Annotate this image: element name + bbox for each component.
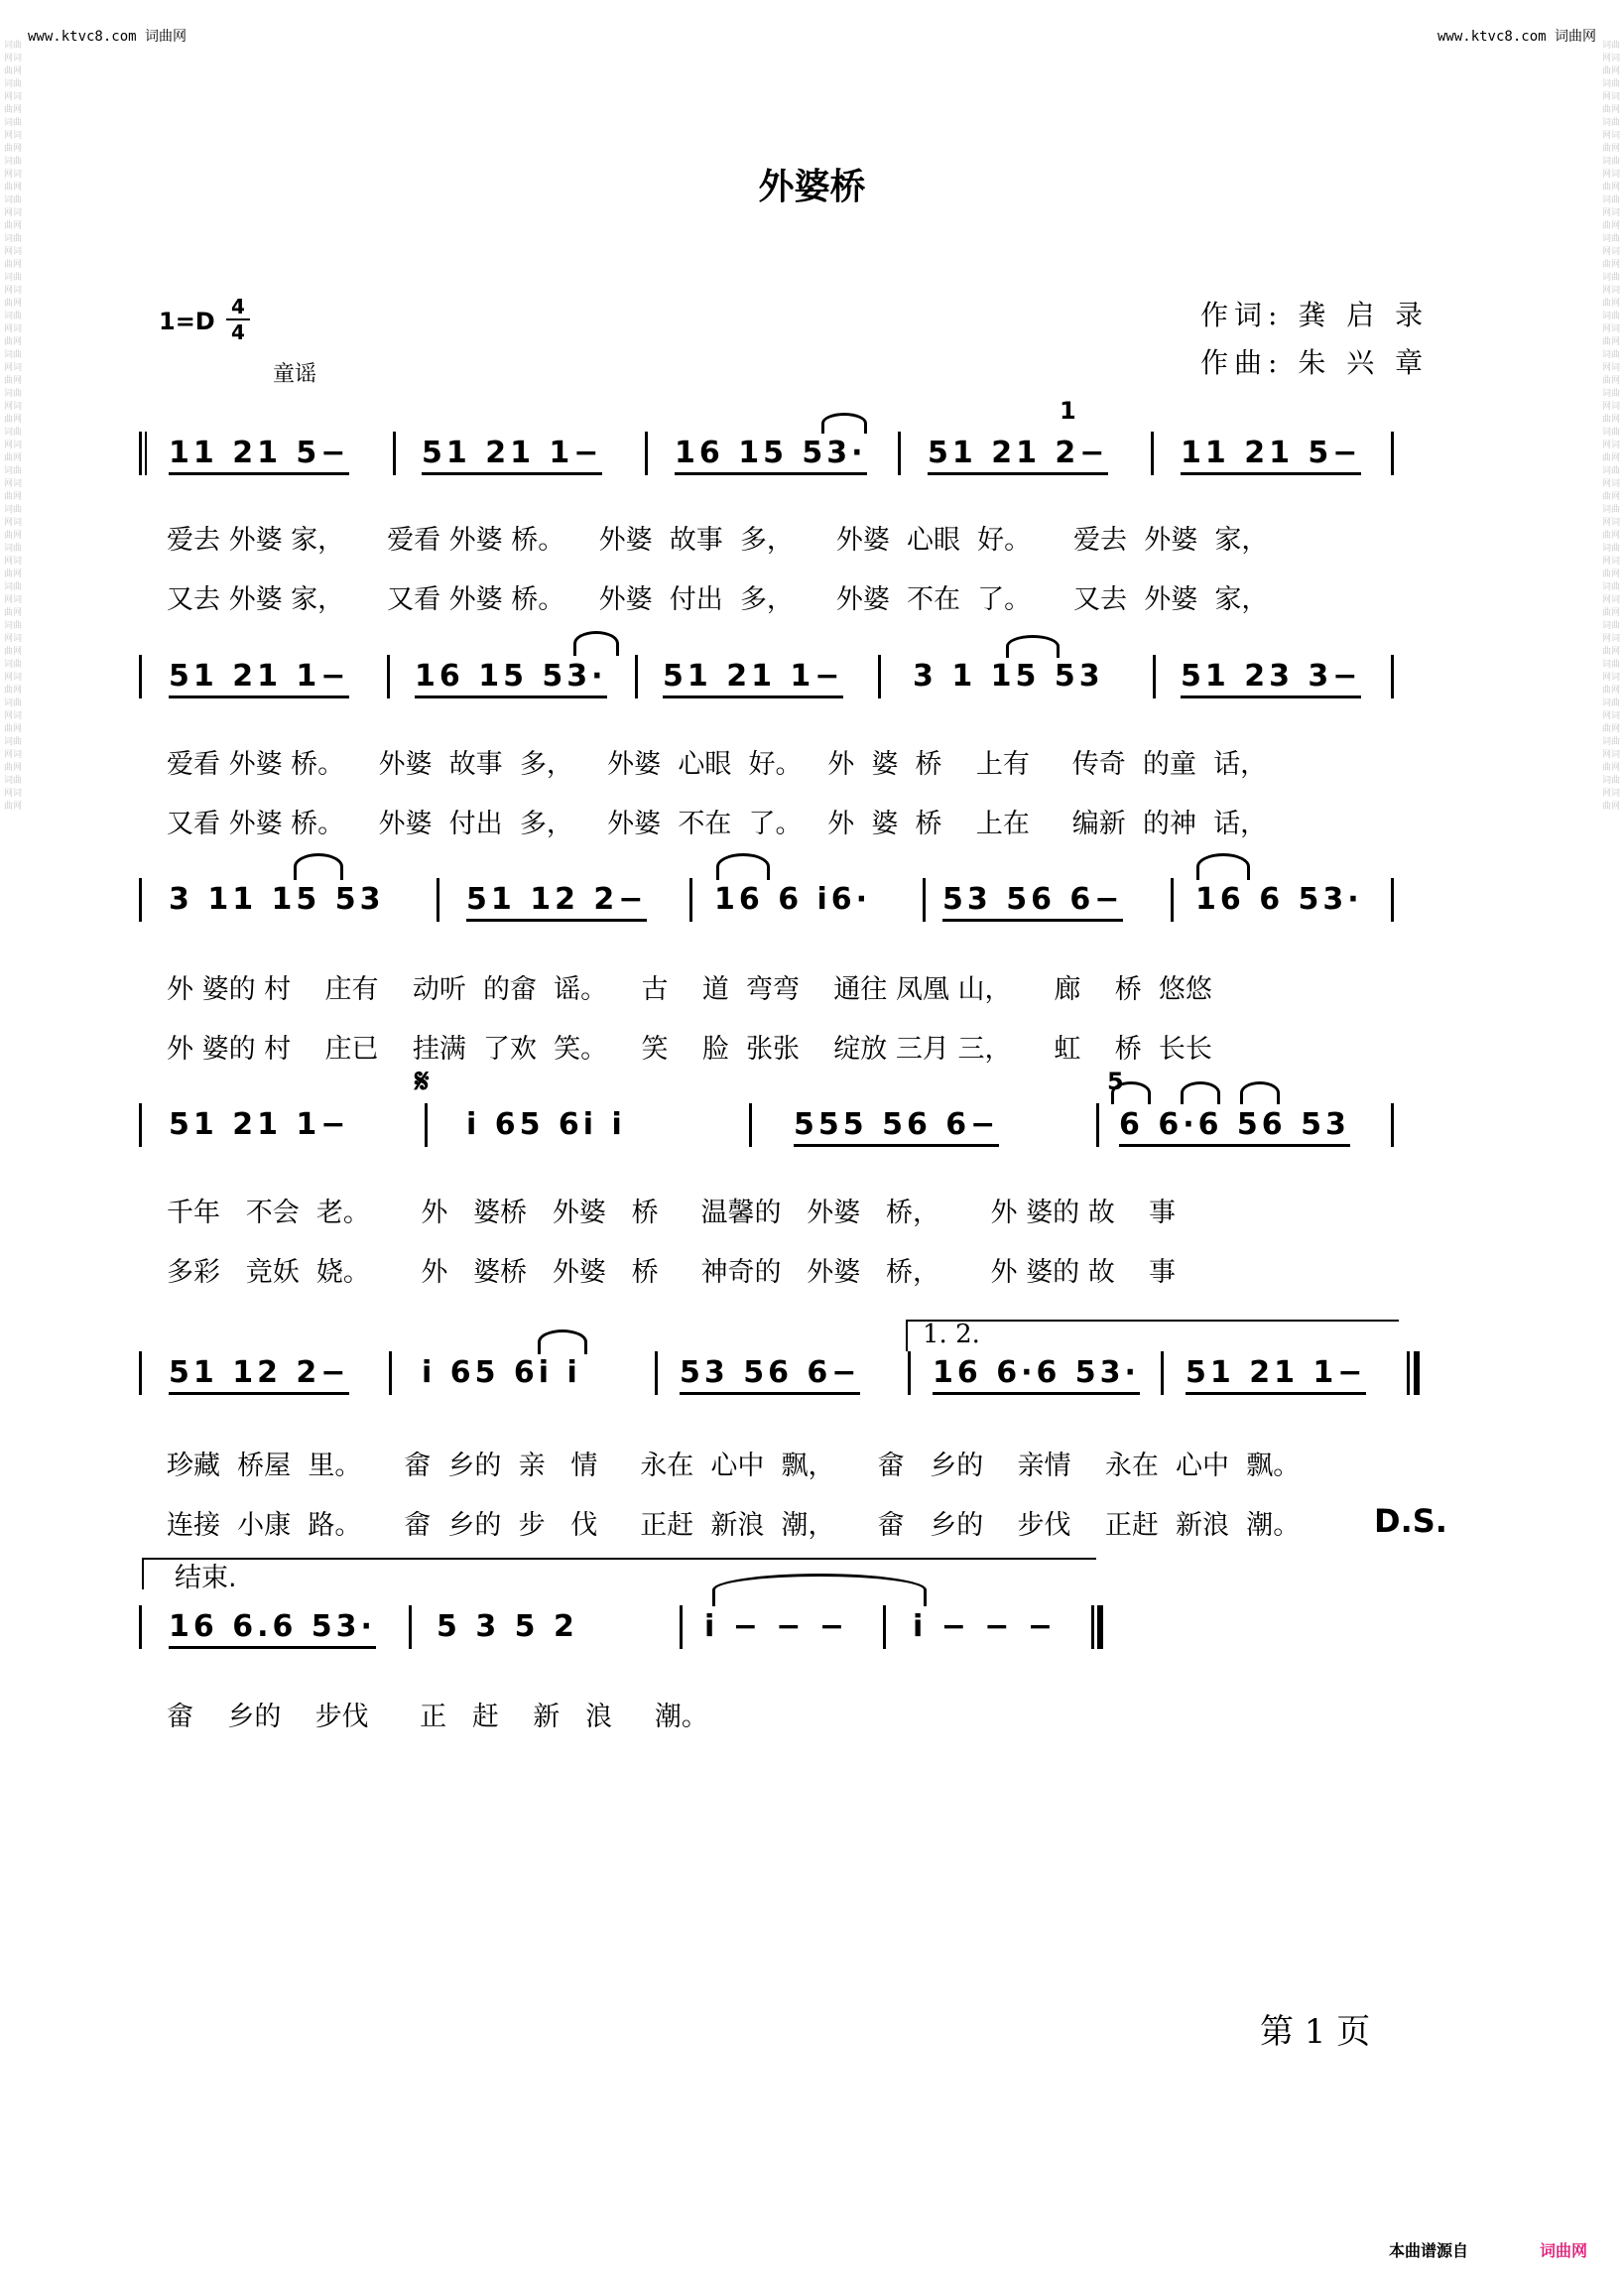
lyrics-line-4-v2: 多彩 竞妖 娆。 外 婆桥 外婆 桥 神奇的 外婆 桥， 外 婆的 故 事 bbox=[167, 1257, 1177, 1288]
lyrics-line-5-v2: 连接 小康 路。 畲 乡的 步 伐 正赶 新浪 潮， 畲 乡的 步伐 正赶 新浪 潮。 bbox=[167, 1510, 1301, 1541]
slur bbox=[538, 1329, 587, 1354]
measure: 16 15 53· bbox=[675, 436, 867, 475]
slur bbox=[1006, 635, 1060, 658]
watermark-right: 词曲网词曲网词曲网词曲网词曲网词曲网词曲网词曲网词曲网词曲网词曲网词曲网词曲网词曲网词曲网词曲网词曲网词曲网词曲网词曲网词曲网词曲网词曲网词曲网词曲网词曲网词曲网词曲网词曲网词曲网词曲网词曲网词曲网词曲网词曲网词曲网词曲网词曲网词曲网词曲网 bbox=[1602, 41, 1620, 812]
measure: 555 56 6− bbox=[794, 1107, 999, 1147]
lyrics-line-4-v1: 千年 不会 老。 外 婆桥 外婆 桥 温馨的 外婆 桥， 外 婆的 故 事 bbox=[167, 1198, 1177, 1228]
score-line-6 bbox=[139, 1605, 1399, 1655]
footer-site-link[interactable]: 词曲网 bbox=[1540, 2241, 1588, 2260]
lyricist: 作词: 龚 启 录 bbox=[1200, 299, 1430, 331]
measure: 51 23 3− bbox=[1181, 659, 1361, 698]
measure: i 65 6i i bbox=[466, 1107, 626, 1142]
genre-label: 童谣 bbox=[273, 362, 317, 387]
end-bracket bbox=[142, 1558, 1096, 1589]
lyrics-line-3-v1: 外 婆的 村 庄有 动听 的畲 谣。 古 道 弯弯 通往 凤凰 山， 廊 桥 悠悠 bbox=[167, 974, 1212, 1005]
score-line-3 bbox=[139, 878, 1399, 928]
slur bbox=[1111, 1081, 1151, 1104]
lyrics-line-5-v1: 珍藏 桥屋 里。 畲 乡的 亲 情 永在 心中 飘， 畲 乡的 亲情 永在 心中 飘。 bbox=[167, 1451, 1301, 1481]
song-title: 外婆桥 bbox=[758, 167, 866, 207]
measure: 51 21 1− bbox=[422, 436, 602, 475]
score-line-5 bbox=[139, 1351, 1399, 1401]
measure: 5 3 5 2 bbox=[437, 1609, 578, 1644]
measure: 51 21 1− bbox=[663, 659, 843, 698]
lyrics-line-2-v2: 又看 外婆 桥。 外婆 付出 多， 外婆 不在 了。 外 婆 桥 上在 编新 的神 话， bbox=[167, 809, 1268, 839]
measure: 53 56 6− bbox=[942, 882, 1123, 922]
score-line-4 bbox=[139, 1103, 1399, 1153]
lyrics-line-2-v1: 爱看 外婆 桥。 外婆 故事 多， 外婆 心眼 好。 外 婆 桥 上有 传奇 的童 话， bbox=[167, 749, 1268, 780]
slur bbox=[294, 853, 343, 880]
measure: 51 21 1− bbox=[1186, 1355, 1366, 1395]
score-line-2 bbox=[139, 655, 1399, 704]
header-left: www.ktvc8.com 词曲网 bbox=[28, 29, 187, 45]
time-signature: 4 4 bbox=[226, 296, 250, 343]
measure: 16 6·6 53· bbox=[933, 1355, 1140, 1395]
measure: 11 21 5− bbox=[169, 436, 349, 475]
measure: 51 21 2− bbox=[928, 436, 1108, 475]
lyrics-line-1-v1: 爱去 外婆 家， 爱看 外婆 桥。 外婆 故事 多， 外婆 心眼 好。 爱去 外婆 家， bbox=[167, 525, 1269, 556]
measure: 51 12 2− bbox=[466, 882, 647, 922]
footer-source-label: 本曲谱源自 bbox=[1389, 2241, 1469, 2260]
volta-1-mark: 1 bbox=[1060, 397, 1076, 425]
measure: 53 56 6− bbox=[680, 1355, 860, 1395]
endings-label: 1. 2. bbox=[923, 1320, 980, 1349]
slur bbox=[1181, 1081, 1220, 1104]
measure: 51 21 1− bbox=[169, 1107, 350, 1142]
slur bbox=[821, 413, 867, 434]
composer: 作曲: 朱 兴 章 bbox=[1200, 346, 1430, 379]
slur bbox=[1196, 853, 1250, 880]
measure: i − − − bbox=[913, 1609, 1058, 1644]
measure: 51 12 2− bbox=[169, 1355, 349, 1395]
measure: 3 11 15 53 bbox=[169, 882, 385, 917]
measure: 16 6 i6· bbox=[714, 882, 872, 917]
measure: i − − − bbox=[704, 1609, 849, 1644]
key-signature: 1=D bbox=[159, 308, 215, 335]
score-line-1 bbox=[139, 432, 1399, 481]
measure: 16 6.6 53· bbox=[169, 1609, 376, 1649]
lyrics-line-1-v2: 又去 外婆 家， 又看 外婆 桥。 外婆 付出 多， 外婆 不在 了。 又去 外婆 家， bbox=[167, 584, 1269, 615]
header-right: www.ktvc8.com 词曲网 bbox=[1437, 29, 1596, 45]
page-number: 第 1 页 bbox=[1260, 2012, 1371, 2052]
measure: 3 1 15 53 bbox=[913, 659, 1104, 694]
volta-5-mark: 5 bbox=[1107, 1068, 1124, 1095]
end-label: 结束. bbox=[175, 1563, 237, 1593]
lyrics-line-6-v1: 畲 乡的 步伐 正 赶 新 浪 潮。 bbox=[167, 1702, 708, 1732]
slur bbox=[573, 631, 619, 656]
segno-sign: 𝄋 bbox=[415, 1062, 430, 1101]
measure: 16 15 53· bbox=[415, 659, 607, 698]
lyrics-line-3-v2: 外 婆的 村 庄已 挂满 了欢 笑。 笑 脸 张张 绽放 三月 三， 虹 桥 长长 bbox=[167, 1034, 1212, 1065]
watermark-left: 词曲网词曲网词曲网词曲网词曲网词曲网词曲网词曲网词曲网词曲网词曲网词曲网词曲网词曲网词曲网词曲网词曲网词曲网词曲网词曲网词曲网词曲网词曲网词曲网词曲网词曲网词曲网词曲网词曲网词曲网词曲网词曲网词曲网词曲网词曲网词曲网词曲网词曲网词曲网词曲网 bbox=[4, 41, 22, 812]
tie bbox=[712, 1574, 927, 1606]
measure: 6 6·6 56 53 bbox=[1119, 1107, 1350, 1147]
slur bbox=[1240, 1081, 1280, 1104]
measure: 16 6 53· bbox=[1195, 882, 1363, 917]
ds-mark: D.S. bbox=[1374, 1502, 1447, 1540]
measure: i 65 6i i bbox=[422, 1355, 581, 1390]
measure: 51 21 1− bbox=[169, 659, 349, 698]
measure: 11 21 5− bbox=[1181, 436, 1361, 475]
slur bbox=[716, 853, 770, 880]
